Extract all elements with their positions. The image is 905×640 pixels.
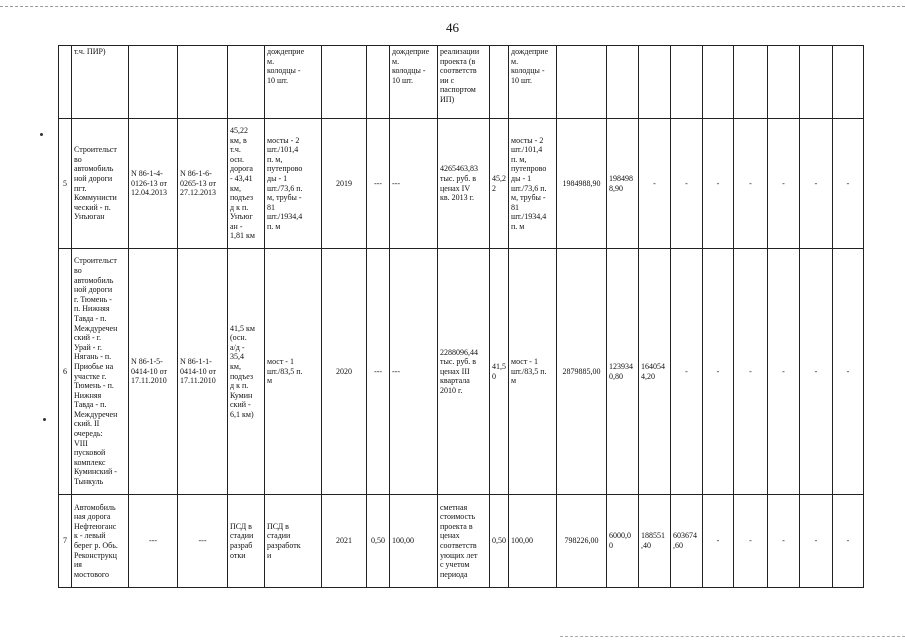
- cell-year: 2020: [322, 249, 367, 495]
- scan-artifact-bottom: [560, 636, 905, 637]
- cell-year-amount: 188551 ,40: [639, 495, 671, 588]
- cell: 0,50: [367, 495, 390, 588]
- cell-permit: N 86-1-5- 0414-10 от 17.11.2010: [129, 249, 178, 495]
- cell: [607, 46, 639, 119]
- cell: 41,5 0: [490, 249, 509, 495]
- cell: [490, 46, 509, 119]
- cell-capacity: 41,5 км (осн. а/д - 35,4 км, подъез д к п. Кумин ский - 6,1 км): [228, 249, 265, 495]
- cell-total: 798226,00: [557, 495, 607, 588]
- cell-objects: дождеприе м. колодцы - 10 шт.: [390, 46, 438, 119]
- cell-name: т.ч. ПИР): [72, 46, 129, 119]
- cell-total: 1984988,90: [557, 119, 607, 249]
- cell: [800, 46, 833, 119]
- cell-year-amount: -: [734, 495, 768, 588]
- cell: [129, 46, 178, 119]
- cell: [671, 46, 703, 119]
- scan-artifact-top: [0, 6, 905, 7]
- cell-objects: мост - 1 шт./83,5 п. м: [265, 249, 322, 495]
- cell: [734, 46, 768, 119]
- scan-dot: [40, 133, 43, 136]
- cell-name: Строительст во автомобиль ной дороги пгт. Коммунисти ческий - п. Унъюган: [72, 119, 129, 249]
- cell-total: 2879885,00: [557, 249, 607, 495]
- cell-objects: дождеприе м. колодцы - 10 шт.: [509, 46, 557, 119]
- cell-year-amount: -: [833, 249, 864, 495]
- cell: [228, 46, 265, 119]
- cell-year-amount: -: [703, 119, 734, 249]
- cell-cost: сметная стоимость проекта в ценах соответств ующих лет с учетом периода: [438, 495, 490, 588]
- cell-objects: 100,00: [509, 495, 557, 588]
- cell-year: 2019: [322, 119, 367, 249]
- cell-year-amount: 603674 ,60: [671, 495, 703, 588]
- table-row: [59, 46, 864, 119]
- cell-objects: мост - 1 шт./83,5 п. м: [509, 249, 557, 495]
- cell-name: Автомобиль ная дорога Нефтеюганс к - левый берег р. Обь. Реконструкц ия мостового: [72, 495, 129, 588]
- cell-permit: ---: [178, 495, 228, 588]
- cell-year-amount: -: [734, 249, 768, 495]
- cell-year-amount: -: [768, 495, 800, 588]
- cell: [639, 46, 671, 119]
- cell-year-amount: -: [768, 249, 800, 495]
- cell-year: 2021: [322, 495, 367, 588]
- cell: 0,50: [490, 495, 509, 588]
- cell: [367, 46, 390, 119]
- cell-capacity: ПСД в стадии разраб отки: [228, 495, 265, 588]
- cell-year-amount: -: [833, 495, 864, 588]
- table-row: [59, 495, 864, 588]
- cell-year-amount: -: [703, 495, 734, 588]
- cell: ---: [367, 249, 390, 495]
- cell-cost: 2288096,44 тыс. руб. в ценах III квартала 2010 г.: [438, 249, 490, 495]
- cell: 100,00: [390, 495, 438, 588]
- cell-objects: дождеприе м. колодцы - 10 шт.: [265, 46, 322, 119]
- cell: [322, 46, 367, 119]
- cell: [768, 46, 800, 119]
- cell: ---: [390, 249, 438, 495]
- cell-year-amount: 198498 8,90: [607, 119, 639, 249]
- cell: [703, 46, 734, 119]
- table-row: [59, 249, 864, 495]
- cell-year-amount: 6000,0 0: [607, 495, 639, 588]
- cell-permit: ---: [129, 495, 178, 588]
- cell-year-amount: -: [671, 249, 703, 495]
- cell: ---: [367, 119, 390, 249]
- cell-year-amount: -: [671, 119, 703, 249]
- cell-objects: мосты - 2 шт./101,4 п. м, путепрово ды - 1 шт./73,6 п. м, трубы - 81 шт./1934,4 п. м: [509, 119, 557, 249]
- cell-year-amount: -: [800, 249, 833, 495]
- page-number: 46: [446, 20, 459, 35]
- table-row: [59, 119, 864, 249]
- cell-objects: ПСД в стадии разработк и: [265, 495, 322, 588]
- cell: 45,2 2: [490, 119, 509, 249]
- cell-permit: N 86-1-4- 0126-13 от 12.04.2013: [129, 119, 178, 249]
- row-number: 7: [59, 495, 72, 588]
- cell-permit: N 86-1-6- 0265-13 от 27.12.2013: [178, 119, 228, 249]
- cell-cost: 4265463,83 тыс. руб. в ценах IV кв. 2013 г.: [438, 119, 490, 249]
- cell: [557, 46, 607, 119]
- cell-objects: мосты - 2 шт./101,4 п. м, путепрово ды - 1 шт./73,6 п. м, трубы - 81 шт./1934,4 п. м: [265, 119, 322, 249]
- investment-projects-table: [58, 45, 864, 588]
- cell-cost: реализации проекта (в соответств ии с паспортом ИП): [438, 46, 490, 119]
- cell-year-amount: 123934 0,80: [607, 249, 639, 495]
- cell-name: Строительст во автомобиль ной дороги г. Тюмень - п. Нижняя Тавда - п. Междуречен ский - г. Урай - г. Нягань - п. Приобье на участке г. Тюмень - п. Нижняя Тавда - п. Междуречен ский. II очередь: VIII пусковой комплекс Куминский - Тынкуль: [72, 249, 129, 495]
- row-number: 6: [59, 249, 72, 495]
- cell-year-amount: -: [833, 119, 864, 249]
- cell-year-amount: -: [734, 119, 768, 249]
- cell: [178, 46, 228, 119]
- cell: ---: [390, 119, 438, 249]
- cell-year-amount: -: [639, 119, 671, 249]
- cell-year-amount: 164054 4,20: [639, 249, 671, 495]
- cell: [833, 46, 864, 119]
- cell-permit: N 86-1-1- 0414-10 от 17.11.2010: [178, 249, 228, 495]
- cell-year-amount: -: [768, 119, 800, 249]
- scan-dot: [43, 418, 46, 421]
- cell-year-amount: -: [703, 249, 734, 495]
- row-number: [59, 46, 72, 119]
- cell-year-amount: -: [800, 119, 833, 249]
- cell-capacity: 45,22 км, в т.ч. осн. дорога - 43,41 км, подъез д к п. Унъюг ан - 1,81 км: [228, 119, 265, 249]
- cell-year-amount: -: [800, 495, 833, 588]
- row-number: 5: [59, 119, 72, 249]
